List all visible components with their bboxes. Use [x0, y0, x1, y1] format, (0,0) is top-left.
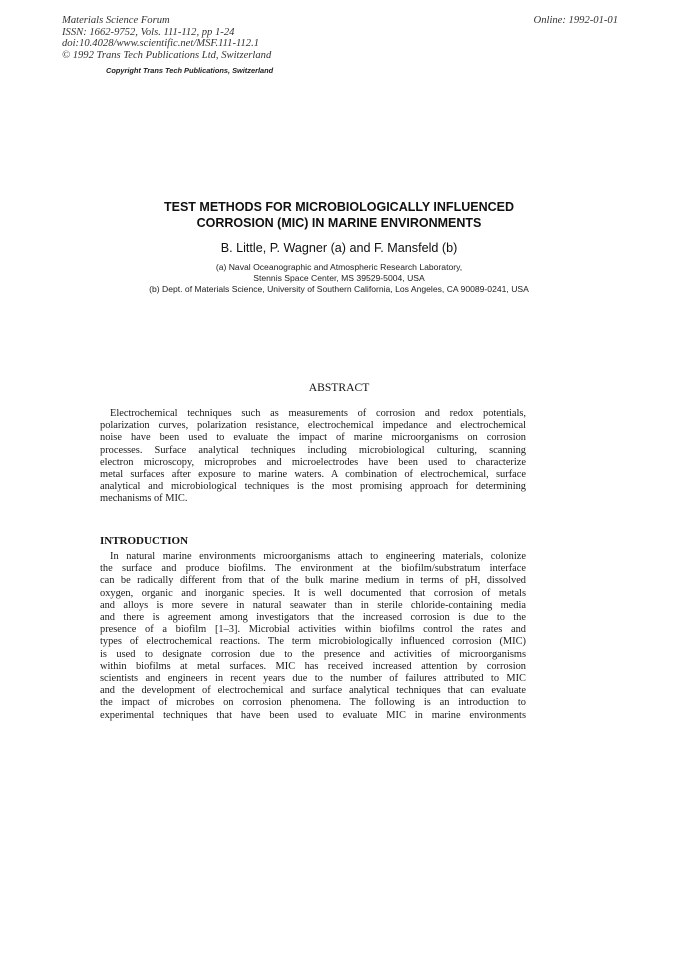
- title-line: CORROSION (MIC) IN MARINE ENVIRONMENTS: [196, 216, 482, 230]
- intro-line: the impact of microbes on corrosion phenomena. The following is an introduction to: [100, 697, 526, 709]
- intro-line: presence of a biofilm [1–3]. Microbial activities within biofilms control the rates and: [100, 624, 526, 636]
- intro-line: oxygen, organic and inorganic species. It is well documented that corrosion of metals: [100, 587, 526, 599]
- intro-line: and alloys is more severe in natural seawater than in sterile chloride-containing media: [100, 599, 526, 611]
- intro-line: the surface and produce biofilms. The environment at the biofilm/substratum interface: [100, 563, 526, 575]
- abstract-line: noise have been used to evaluate the impact of marine microorganisms on corrosion: [100, 432, 526, 444]
- abstract-line: analytical and microbiological techniques is the most promising approach for determining: [100, 481, 526, 493]
- intro-line: types of electrochemical reactions. The term microbiologically influenced corrosion (MIC): [100, 636, 526, 648]
- intro-line: and the development of electrochemical and surface analytical techniques that can evaluate: [100, 685, 526, 697]
- intro-line: is used to designate corrosion due to the presence and activities of microorganisms: [100, 648, 526, 660]
- copyright-notice: Copyright Trans Tech Publications, Switzerland: [106, 66, 274, 75]
- affiliation-line: (b) Dept. of Materials Science, University of Southern California, Los Angeles, CA 90089-0241, USA: [149, 284, 529, 294]
- abstract-line: electron microscopy, microprobes and microelectrodes have been used to characterize: [100, 456, 526, 468]
- abstract-heading: ABSTRACT: [308, 381, 370, 394]
- intro-line: scientists and engineers in recent years due to the number of failures attributed to MIC: [100, 673, 526, 685]
- abstract-line: mechanisms of MIC.: [100, 493, 188, 505]
- paper-title: [0, 199, 678, 231]
- abstract-line: metal surfaces after exposure to marine waters. A combination of electrochemical, surface: [100, 469, 526, 481]
- abstract-line: polarization curves, polarization resistance, electrochemical impedance and electrochemical: [100, 420, 526, 432]
- online-date: Online: 1992-01-01: [533, 15, 618, 26]
- abstract-line: processes. Surface analytical techniques including microbiological culturing, scanning: [100, 444, 526, 456]
- intro-line: and there is agreement among investigators that the increased corrosion is due to the: [100, 612, 526, 624]
- affiliation-line: (a) Naval Oceanographic and Atmospheric Research Laboratory,: [215, 262, 463, 272]
- publisher-line: © 1992 Trans Tech Publications Ltd, Switzerland: [62, 49, 272, 61]
- abstract-line: Electrochemical techniques such as measurements of corrosion and redox potentials,: [110, 408, 526, 419]
- intro-line: can be radically different from that of the bulk marine medium in terms of pH, dissolved: [100, 575, 526, 587]
- affiliations: [0, 262, 678, 295]
- intro-line: experimental techniques that have been used to evaluate MIC in marine environments: [100, 709, 526, 721]
- doi-link[interactable]: doi:10.4028/www.scientific.net/MSF.111-112.1: [62, 38, 260, 50]
- affiliation-line: Stennis Space Center, MS 39529-5004, USA: [253, 273, 425, 283]
- introduction-body: [100, 551, 526, 722]
- intro-line: within biofilms at metal surfaces. MIC has received increased attention by corrosion: [100, 660, 526, 672]
- abstract-body: [100, 408, 526, 506]
- issn-line: ISSN: 1662-9752, Vols. 111-112, pp 1-24: [62, 26, 235, 38]
- title-line: TEST METHODS FOR MICROBIOLOGICALLY INFLUENCED: [163, 200, 514, 214]
- intro-line: In natural marine environments microorganisms attach to engineering materials, colonize: [110, 551, 526, 562]
- journal-header: [62, 15, 271, 61]
- author-list: B. Little, P. Wagner (a) and F. Mansfeld (b): [220, 241, 458, 255]
- introduction-heading: INTRODUCTION: [100, 535, 189, 547]
- journal-name: Materials Science Forum: [62, 15, 170, 26]
